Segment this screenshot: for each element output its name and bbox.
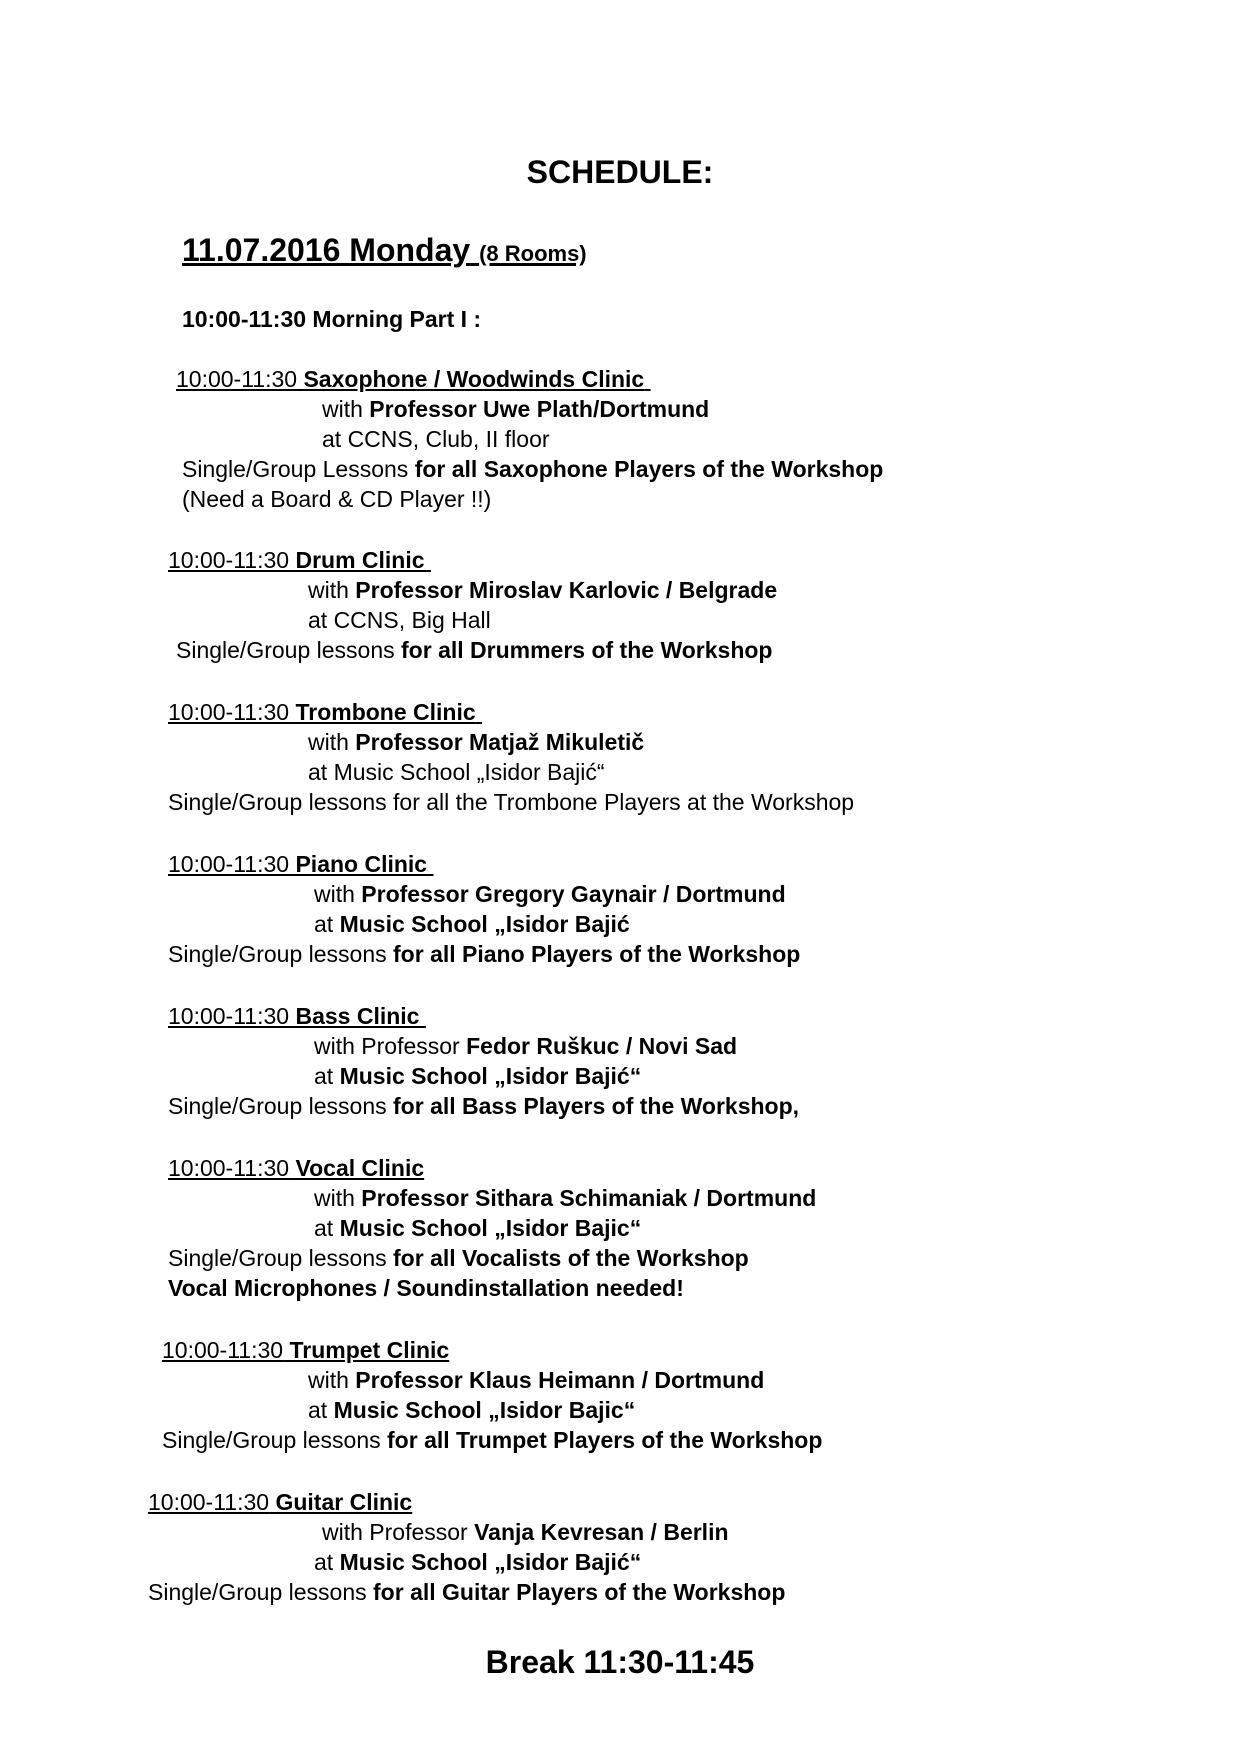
clinic-venue-line: at Music School „Isidor Bajic“: [308, 1397, 636, 1423]
clinic-time: 10:00-11:30: [176, 366, 298, 392]
clinic-name: Trumpet Clinic: [289, 1337, 450, 1363]
break-time: Break 11:30-11:45: [485, 1644, 755, 1680]
clinic-professor-line: with Professor Gregory Gaynair / Dortmund: [314, 881, 786, 907]
clinic-lessons-line: Single/Group lessons for all Drummers of the Workshop: [176, 637, 773, 663]
clinic-venue-line: at Music School „Isidor Bajić“: [314, 1063, 642, 1089]
clinic-name: Vocal Clinic: [295, 1155, 425, 1181]
clinic-lessons-line: Single/Group lessons for all Bass Players of the Workshop,: [168, 1093, 800, 1119]
clinic-time: 10:00-11:30: [168, 851, 290, 877]
clinic-professor-line: with Professor Klaus Heimann / Dortmund: [308, 1367, 765, 1393]
clinic-professor-line: with Professor Vanja Kevresan / Berlin: [322, 1519, 729, 1545]
clinic-venue-line: at CCNS, Club, II floor: [322, 426, 550, 452]
clinic-professor: Vanja Kevresan / Berlin: [474, 1519, 729, 1545]
clinic-lessons-line: Single/Group lessons for all Piano Players of the Workshop: [168, 941, 801, 967]
clinic-name: Saxophone / Woodwinds Clinic: [303, 366, 645, 392]
clinic-lessons-line: Single/Group lessons for all Vocalists of the Workshop: [168, 1245, 749, 1271]
clinic-professor: Professor Miroslav Karlovic / Belgrade: [355, 577, 778, 603]
clinic-venue-line: at Music School „Isidor Bajić“: [314, 1549, 642, 1575]
clinic-lessons-line: Single/Group lessons for all Guitar Players of the Workshop: [148, 1579, 786, 1605]
clinic-time: 10:00-11:30: [168, 547, 290, 573]
clinic-header: [168, 1001, 426, 1031]
clinic-professor: Professor Gregory Gaynair / Dortmund: [361, 881, 786, 907]
clinic-venue-line: at Music School „Isidor Bajic“: [314, 1215, 642, 1241]
clinic-name: Piano Clinic: [295, 851, 428, 877]
clinic-header: [168, 697, 482, 727]
day-heading: [182, 230, 587, 274]
clinic-header: [148, 1487, 412, 1517]
part-heading: 10:00-11:30 Morning Part I :: [182, 306, 482, 332]
clinic-header: [168, 545, 431, 575]
clinic-header: [162, 1335, 449, 1365]
clinic-header: [176, 364, 651, 394]
clinic-time: 10:00-11:30: [168, 1155, 290, 1181]
clinic-name: Drum Clinic: [295, 547, 425, 573]
clinic-venue-line: at Music School „Isidor Bajić: [314, 911, 630, 937]
clinic-note: Vocal Microphones / Soundinstallation needed!: [168, 1275, 684, 1301]
clinic-venue-line: at Music School „Isidor Bajić“: [308, 759, 605, 785]
clinic-professor: Fedor Ruškuc / Novi Sad: [466, 1033, 738, 1059]
day-rooms: (8 Rooms): [479, 241, 587, 266]
clinic-time: 10:00-11:30: [168, 699, 290, 725]
clinic-professor: Professor Matjaž Mikuletič: [355, 729, 645, 755]
clinic-name: Guitar Clinic: [275, 1489, 413, 1515]
clinic-professor-line: with Professor Matjaž Mikuletič: [308, 729, 645, 755]
clinic-professor-line: with Professor Fedor Ruškuc / Novi Sad: [314, 1033, 738, 1059]
clinic-time: 10:00-11:30: [168, 1003, 290, 1029]
clinic-lessons-line: Single/Group lessons for all the Trombone Players at the Workshop: [168, 789, 855, 815]
clinic-note: (Need a Board & CD Player !!): [182, 486, 492, 512]
clinic-lessons-line: Single/Group lessons for all Trumpet Players of the Workshop: [162, 1427, 823, 1453]
clinic-name: Trombone Clinic: [295, 699, 476, 725]
clinic-professor: Professor Uwe Plath/Dortmund: [369, 396, 710, 422]
clinic-professor-line: with Professor Sithara Schimaniak / Dortmund: [314, 1185, 817, 1211]
clinic-professor-line: with Professor Miroslav Karlovic / Belgrade: [308, 577, 778, 603]
clinic-name: Bass Clinic: [295, 1003, 420, 1029]
clinic-time: 10:00-11:30: [162, 1337, 284, 1363]
clinic-header: [168, 849, 434, 879]
clinic-time: 10:00-11:30: [148, 1489, 270, 1515]
clinic-venue-line: at CCNS, Big Hall: [308, 607, 491, 633]
clinic-lessons-line: Single/Group Lessons for all Saxophone Players of the Workshop: [182, 456, 884, 482]
page-title: SCHEDULE:: [526, 154, 714, 190]
clinic-professor-line: with Professor Uwe Plath/Dortmund: [322, 396, 710, 422]
clinic-professor: Professor Klaus Heimann / Dortmund: [355, 1367, 765, 1393]
clinic-header: [168, 1153, 424, 1183]
clinic-professor: Professor Sithara Schimaniak / Dortmund: [361, 1185, 817, 1211]
day-date: 11.07.2016 Monday: [182, 232, 471, 268]
